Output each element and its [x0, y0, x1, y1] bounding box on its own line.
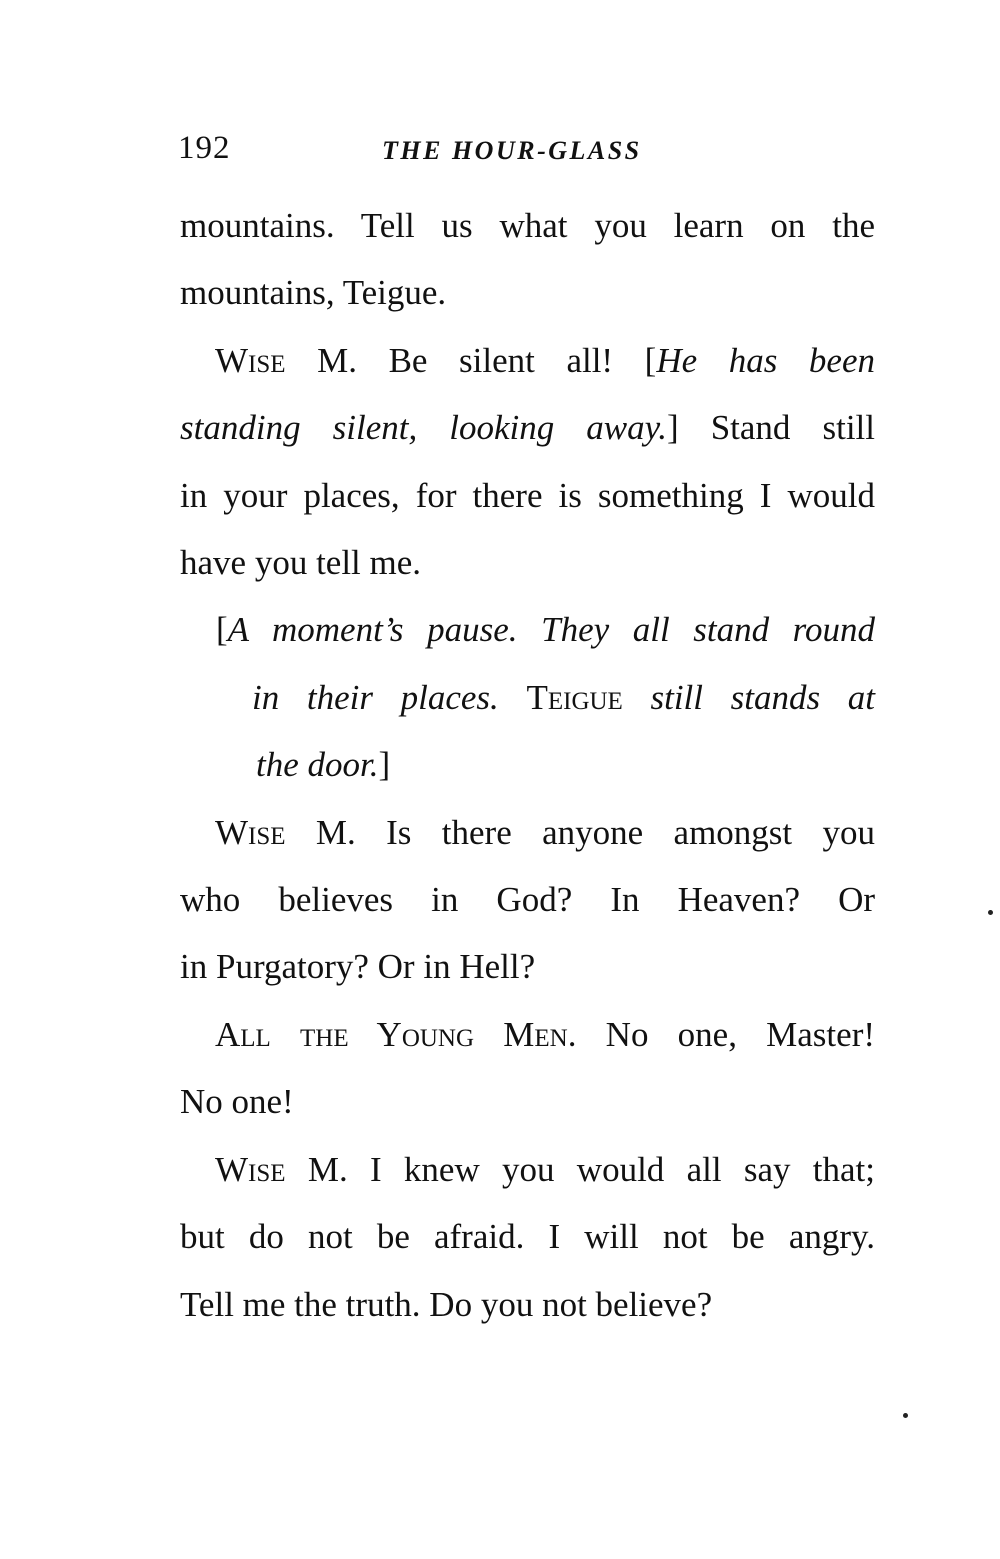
- text-line: All the Young Men. No one, Master!: [215, 1014, 875, 1054]
- page-text: [180, 192, 875, 1338]
- text-line: in Purgatory? Or in Hell?: [180, 947, 536, 987]
- speaker-name: Wise M.: [215, 812, 356, 852]
- text-line: but do not be afraid. I will not be angry.: [180, 1217, 875, 1257]
- text-line: No one!: [180, 1082, 294, 1122]
- character-name: Teigue: [526, 677, 623, 717]
- text-line: Wise M. Is there anyone amongst you: [215, 812, 876, 852]
- text-line: standing silent, looking away.] Stand still: [180, 408, 876, 448]
- print-speck: [903, 1413, 908, 1418]
- speaker-name: All the Young Men.: [215, 1014, 577, 1054]
- page-header: [178, 130, 878, 174]
- text-line: in their places. Teigue still stands at: [252, 677, 875, 717]
- text-line: Tell me the truth. Do you not believe?: [180, 1284, 713, 1324]
- speaker-name: Wise M.: [215, 340, 357, 380]
- text-line: [A moment’s pause. They all stand round: [216, 610, 875, 650]
- running-head: THE HOUR-GLASS: [382, 136, 642, 165]
- page-number: 192: [178, 130, 231, 166]
- print-speck: [988, 910, 993, 915]
- text-line: mountains, Teigue.: [180, 273, 447, 313]
- text-line: mountains. Tell us what you learn on the: [180, 206, 875, 245]
- text-line: who believes in God? In Heaven? Or: [180, 880, 875, 920]
- text-line: in your places, for there is something I would: [180, 475, 875, 515]
- stage-direction: [180, 596, 875, 798]
- speaker-name: Wise M.: [215, 1149, 348, 1189]
- text-line: Wise M. Be silent all! [He has been: [215, 340, 875, 380]
- text-line: Wise M. I knew you would all say that;: [215, 1149, 876, 1189]
- text-line: the door.]: [256, 745, 391, 785]
- text-line: have you tell me.: [180, 543, 422, 583]
